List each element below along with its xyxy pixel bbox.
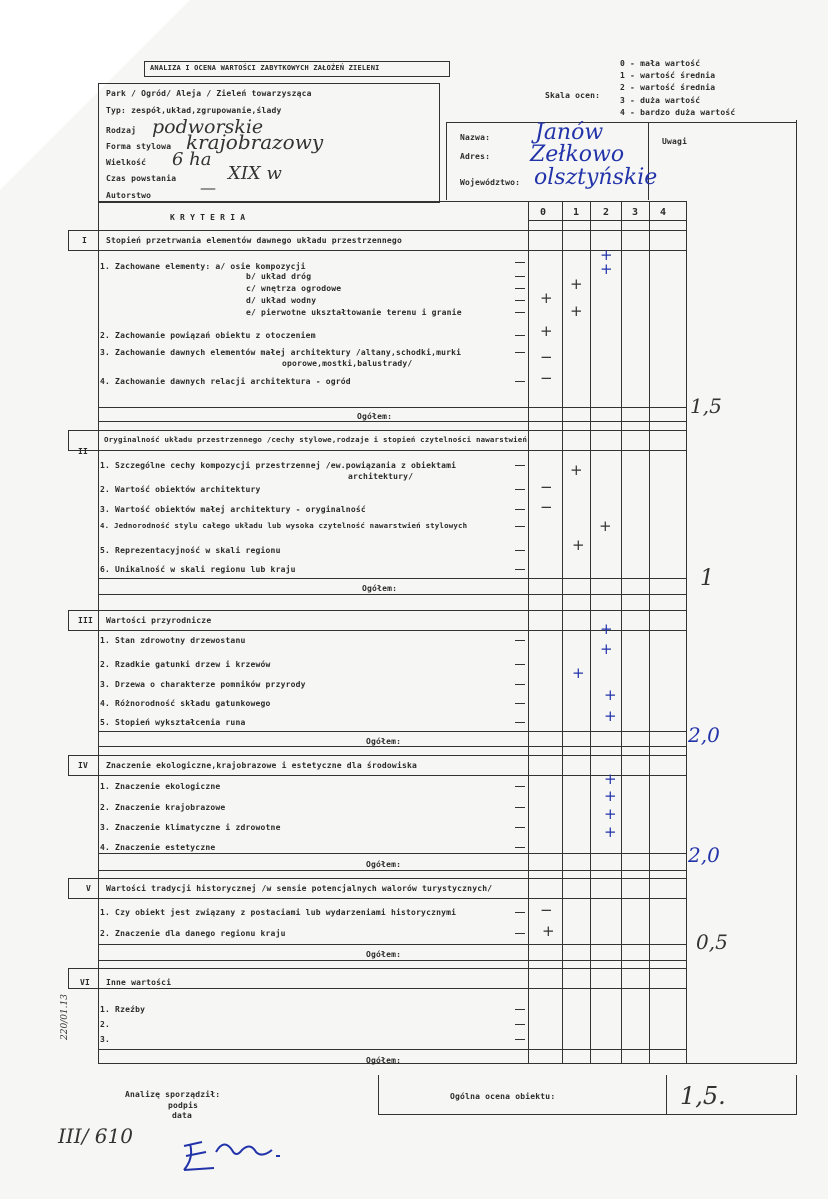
criterion: d/ układ wodny [246, 296, 317, 305]
criterion: oporowe,mostki,balustrady/ [282, 359, 413, 368]
criterion: 2. Znaczenie krajobrazowe [100, 803, 226, 812]
criterion: 2. [100, 1020, 111, 1029]
criterion: 2. Rzadkie gatunki drzew i krzewów [100, 660, 271, 669]
criterion: 3. Wartość obiektów małej architektury - oryginalność [100, 505, 366, 514]
criterion: 2. Wartość obiektów architektury [100, 485, 261, 494]
col-header-4: 4 [660, 207, 667, 218]
forma-label: Forma stylowa [106, 142, 172, 151]
section-roman: IV [78, 761, 89, 770]
criterion: architektury/ [348, 472, 414, 481]
score-mark: + [542, 922, 555, 940]
criterion: c/ wnętrza ogrodowe [246, 284, 342, 293]
dash-mark [515, 509, 525, 510]
dash-mark [515, 381, 525, 382]
dash-mark [515, 262, 525, 263]
dash-mark [515, 664, 525, 665]
criterion: 5. Reprezentacyjność w skali regionu [100, 546, 281, 555]
dash-mark [515, 312, 525, 313]
analiza-label: Analizę sporządził: [125, 1090, 221, 1099]
ogolem-label: Ogółem: [357, 412, 393, 421]
scale-item: 1 - wartość średnia [620, 71, 716, 80]
criterion: 4. Znaczenie estetyczne [100, 843, 216, 852]
dash-mark [515, 786, 525, 787]
ogolem-label: Ogółem: [362, 584, 398, 593]
adres-label: Adres: [460, 152, 491, 161]
score-mark: + [604, 707, 617, 725]
score-mark: + [572, 536, 585, 554]
criterion: 1. Rzeźby [100, 1005, 146, 1014]
ogolem-label: Ogółem: [366, 950, 402, 959]
woj-value: olsztyńskie [534, 165, 658, 190]
dash-mark [515, 703, 525, 704]
col-header-1: 1 [573, 207, 580, 218]
ogolem-label: Ogółem: [366, 737, 402, 746]
criterion: 5. Stopień wykształcenia runa [100, 718, 246, 727]
adres-value: Zełkowo [530, 142, 625, 167]
czas-label: Czas powstania [106, 174, 177, 183]
score-mark: − [540, 348, 553, 366]
dash-mark [515, 1039, 525, 1040]
criterion: 4. Zachowanie dawnych relacji architektura - ogród [100, 377, 351, 386]
dash-mark [515, 288, 525, 289]
nazwa-value: Janów [535, 120, 604, 145]
criterion: 1. Czy obiekt jest związany z postaciami lub wydarzeniami historycznymi [100, 908, 457, 917]
section-total: 1 [700, 566, 714, 591]
section-roman: V [86, 884, 92, 893]
ogolna-value: 1,5. [680, 1082, 726, 1110]
forma-value: krajobrazowy [186, 130, 324, 154]
col-header-3: 3 [632, 207, 639, 218]
margin-note: 220/01.13 [60, 994, 70, 1040]
dash-mark [515, 933, 525, 934]
score-mark: − [540, 478, 553, 496]
score-mark: + [604, 805, 617, 823]
form-title: ANALIZA I OCENA WARTOŚCI ZABYTKOWYCH ZAŁOŻEŃ ZIELENI [150, 64, 380, 72]
dash-mark [515, 465, 525, 466]
rodzaj-value: podworskie [152, 116, 264, 138]
dash-mark [515, 827, 525, 828]
criterion: 2. Znaczenie dla danego regionu kraju [100, 929, 286, 938]
criterion: 1. Szczególne cechy kompozycji przestrzennej /ew.powiązania z obiektami [100, 461, 457, 470]
section-title: Znaczenie ekologiczne,krajobrazowe i estetyczne dla środowiska [106, 761, 418, 770]
dash-mark [515, 640, 525, 641]
criterion: 6. Unikalność w skali regionu lub kraju [100, 565, 296, 574]
data-label: data [172, 1111, 193, 1120]
kryteria-header: K R Y T E R I A [170, 213, 246, 222]
dash-mark [515, 335, 525, 336]
bottom-note: III/ 610 [58, 1124, 133, 1148]
section-roman: I [82, 236, 88, 245]
dash-mark [515, 489, 525, 490]
scale-item: 2 - wartość średnia [620, 83, 716, 92]
score-mark: + [570, 275, 583, 293]
score-mark: + [540, 289, 553, 307]
nazwa-label: Nazwa: [460, 133, 491, 142]
typ-line: Typ: zespół,układ,zgrupowanie,ślady [106, 106, 282, 115]
dash-mark [515, 684, 525, 685]
rodzaj-label: Rodzaj [106, 126, 137, 135]
score-mark: + [600, 620, 613, 638]
section-roman: VI [80, 978, 91, 987]
dash-mark [515, 352, 525, 353]
criterion: 3. Drzewa o charakterze pomników przyrody [100, 680, 306, 689]
score-mark: + [600, 260, 613, 278]
scale-item: 4 - bardzo duża wartość [620, 108, 736, 117]
signature [176, 1128, 306, 1178]
ogolna-label: Ogólna ocena obiektu: [450, 1092, 556, 1101]
section-total: 1,5 [690, 394, 722, 418]
criterion: 4. Różnorodność składu gatunkowego [100, 699, 271, 708]
dash-mark [515, 526, 525, 527]
dash-mark [515, 722, 525, 723]
score-mark: + [540, 322, 553, 340]
section-roman: III [78, 616, 94, 625]
dash-mark [515, 1009, 525, 1010]
col-header-0: 0 [540, 207, 547, 218]
dash-mark [515, 847, 525, 848]
criterion: 4. Jednorodność stylu całego układu lub wysoka czytelność nawarstwień stylowych [100, 521, 468, 530]
score-mark: + [604, 686, 617, 704]
criterion: b/ układ dróg [246, 272, 312, 281]
section-total: 0,5 [696, 930, 728, 954]
score-mark: + [599, 517, 612, 535]
criterion: 3. Zachowanie dawnych elementów małej architektury /altany,schodki,murki [100, 348, 462, 357]
score-mark: + [570, 302, 583, 320]
section-roman: II [78, 447, 89, 456]
score-mark: + [600, 640, 613, 658]
section-title: Stopień przetrwania elementów dawnego układu przestrzennego [106, 236, 402, 245]
col-header-2: 2 [603, 207, 610, 218]
score-mark: + [572, 664, 585, 682]
type-line: Park / Ogród/ Aleja / Zieleń towarzysząca [106, 89, 312, 98]
section-total: 2,0 [688, 843, 720, 867]
scale-label: Skala ocen: [545, 91, 601, 100]
section-title: Oryginalność układu przestrzennego /cechy stylowe,rodzaje i stopień czytelności nawarstwień [104, 435, 528, 444]
criterion: 3. Znaczenie klimatyczne i zdrowotne [100, 823, 281, 832]
czas-value: XIX w [228, 163, 282, 184]
section-title: Wartości przyrodnicze [106, 616, 212, 625]
dash-mark [515, 1024, 525, 1025]
score-mark: − [540, 901, 553, 919]
autorstwo-label: Autorstwo [106, 191, 152, 200]
uwagi-label: Uwagi [662, 137, 688, 146]
score-mark: − [540, 498, 553, 516]
section-title: Wartości tradycji historycznej /w sensie potencjalnych walorów turystycznych/ [106, 884, 493, 893]
scale-item: 0 - mała wartość [620, 59, 701, 68]
woj-label: Województwo: [460, 178, 521, 187]
criterion: 1. Zachowane elementy: a/ osie kompozycji [100, 262, 306, 271]
score-mark: + [604, 823, 617, 841]
ogolem-label: Ogółem: [366, 1056, 402, 1065]
dash-mark [515, 807, 525, 808]
score-mark: + [600, 246, 613, 264]
scale-item: 3 - duża wartość [620, 96, 701, 105]
dash-mark [515, 276, 525, 277]
dash-mark [515, 569, 525, 570]
wielkosc-label: Wielkość [106, 158, 147, 167]
podpis-label: podpis [168, 1101, 199, 1110]
criterion: e/ pierwotne ukształtowanie terenu i granie [246, 308, 462, 317]
score-mark: − [540, 369, 553, 387]
section-total: 2,0 [688, 723, 720, 747]
criterion: 1. Znaczenie ekologiczne [100, 782, 221, 791]
criterion: 3. [100, 1035, 111, 1044]
wielkosc-value: 6 ha [172, 149, 212, 170]
dash-mark [515, 300, 525, 301]
dash-mark [515, 912, 525, 913]
score-mark: + [570, 461, 583, 479]
dash-mark [515, 550, 525, 551]
section-title: Inne wartości [106, 978, 172, 987]
score-mark: + [604, 787, 617, 805]
ogolem-label: Ogółem: [366, 860, 402, 869]
autorstwo-value: — [200, 178, 216, 197]
criterion: 2. Zachowanie powiązań obiektu z otoczeniem [100, 331, 316, 340]
score-mark: + [604, 770, 617, 788]
criterion: 1. Stan zdrowotny drzewostanu [100, 636, 246, 645]
